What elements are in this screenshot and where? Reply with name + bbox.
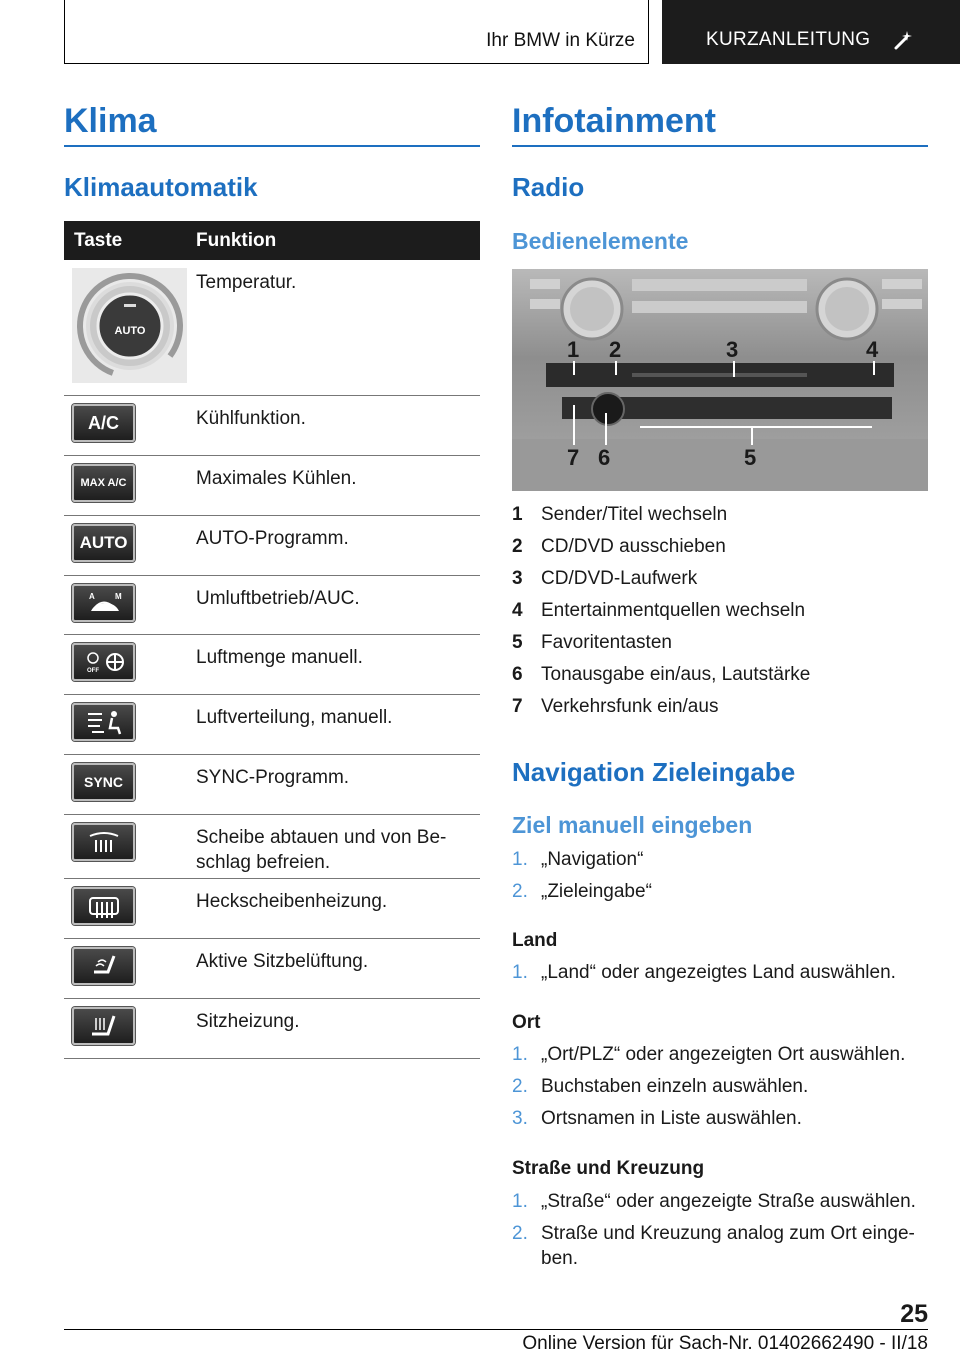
list-item: 1. „Straße“ oder angezeigte Straße auswählen. [512, 1191, 916, 1212]
row-text: Maximales Kühlen. [196, 468, 357, 489]
table-row [64, 755, 480, 815]
radio-legend-list [512, 504, 810, 728]
windshield-defrost-button-icon [72, 823, 135, 861]
heading-klima: Klima [64, 102, 157, 140]
heading-bedienelemente: Bedienelemente [512, 228, 689, 254]
ort-steps [512, 1042, 905, 1138]
max-ac-button-icon: MAX A/C [72, 464, 135, 502]
callout-1: 1 [567, 337, 580, 362]
list-item: 2 CD/DVD ausschieben [512, 536, 726, 557]
temperature-knob-icon [72, 268, 187, 383]
strasse-steps [512, 1189, 928, 1278]
list-item: 6 Tonausgabe ein/aus, Lautstärke [512, 664, 811, 685]
table-row [64, 999, 480, 1059]
table-row [64, 939, 480, 999]
col-taste: Taste [74, 229, 123, 251]
row-text: Scheibe abtauen und von Be‐ schlag befreien. [196, 827, 447, 873]
callout-3: 3 [726, 337, 739, 362]
callout-2: 2 [609, 337, 622, 362]
climate-table [64, 221, 480, 1059]
lightning-wand-icon [892, 28, 916, 52]
list-item: 5 Favoritentasten [512, 632, 672, 653]
header-tab-label: KURZANLEITUNG [706, 29, 871, 50]
callout-7: 7 [567, 445, 580, 470]
air-distribution-button-icon [72, 703, 135, 741]
row-text: Aktive Sitzbelüftung. [196, 951, 369, 972]
heading-strasse: Straße und Kreuzung [512, 1158, 705, 1179]
page-number: 25 [900, 1300, 928, 1328]
list-item: 7 Verkehrsfunk ein/aus [512, 696, 719, 717]
heading-ziel-manuell: Ziel manuell eingeben [512, 812, 753, 838]
callout-6: 6 [598, 445, 611, 470]
list-item: 3. Ortsnamen in Liste auswählen. [512, 1108, 802, 1129]
list-item: 1. „Land“ oder angezeigtes Land auswählen. [512, 962, 896, 983]
sync-button-icon: SYNC [72, 763, 135, 801]
list-item: 1 Sender/Titel wechseln [512, 504, 728, 525]
heading-land: Land [512, 930, 558, 951]
callout-4: 4 [866, 337, 879, 362]
table-row [64, 260, 480, 396]
col-funktion: Funktion [196, 229, 277, 251]
knob-label: AUTO [114, 324, 145, 337]
fan-button-icon [72, 643, 135, 681]
row-text: AUTO-Programm. [196, 528, 349, 549]
table-row [64, 576, 480, 635]
radio-control-image [512, 269, 928, 491]
heading-infotainment: Infotainment [512, 102, 716, 140]
row-text: Umluftbetrieb/AUC. [196, 588, 360, 609]
list-item: 4 Entertainmentquellen wechseln [512, 600, 806, 621]
row-text: Temperatur. [196, 272, 297, 293]
seat-heating-button-icon [72, 1007, 135, 1045]
header-section-title: Ihr BMW in Kürze [486, 30, 635, 51]
table-header [64, 221, 480, 260]
row-text: Heckscheibenheizung. [196, 891, 388, 912]
list-item: 2. „Zieleingabe“ [512, 881, 652, 902]
auto-button-icon: AUTO [72, 524, 135, 562]
svg-text:M: M [114, 592, 122, 601]
row-text: SYNC-Programm. [196, 767, 350, 788]
heading-rule [64, 145, 480, 147]
heading-radio: Radio [512, 172, 585, 202]
ac-button-icon: A/C [72, 404, 135, 442]
ziel-steps [512, 847, 652, 911]
table-row [64, 396, 480, 456]
footer-text: Online Version für Sach-Nr. 01402662490 - II/18 [522, 1333, 928, 1354]
table-row [64, 815, 480, 879]
list-item: 1. „Ort/PLZ“ oder angezeigten Ort auswählen. [512, 1044, 906, 1065]
table-row [64, 635, 480, 695]
recirculation-button-icon [72, 584, 135, 622]
svg-text:A: A [88, 592, 95, 601]
seat-ventilation-button-icon [72, 947, 135, 985]
row-text: Sitzheizung. [196, 1011, 300, 1032]
heading-navigation-zieleingabe: Navigation Zieleingabe [512, 757, 796, 787]
heading-ort: Ort [512, 1012, 541, 1033]
table-row [64, 879, 480, 939]
list-item: 1. „Navigation“ [512, 849, 644, 870]
table-row [64, 456, 480, 516]
table-row [64, 695, 480, 755]
header-tab[interactable] [662, 0, 960, 64]
list-item: 2. Buchstaben einzeln auswählen. [512, 1076, 809, 1097]
table-row [64, 516, 480, 576]
land-steps [512, 960, 896, 992]
heading-rule [512, 145, 928, 147]
heading-klimaautomatik: Klimaautomatik [64, 172, 258, 202]
svg-text:OFF: OFF [86, 668, 99, 674]
row-text: Luftverteilung, manuell. [196, 707, 393, 728]
row-text: Luftmenge manuell. [196, 647, 363, 668]
list-item: 3 CD/DVD-Laufwerk [512, 568, 698, 589]
footer-rule [64, 1329, 928, 1330]
callout-5: 5 [744, 445, 757, 470]
rear-window-heating-button-icon [72, 887, 135, 925]
list-item: 2. Straße und Kreuzung analog zum Ort einge‐ ben. [512, 1223, 915, 1269]
row-text: Kühlfunktion. [196, 408, 306, 429]
